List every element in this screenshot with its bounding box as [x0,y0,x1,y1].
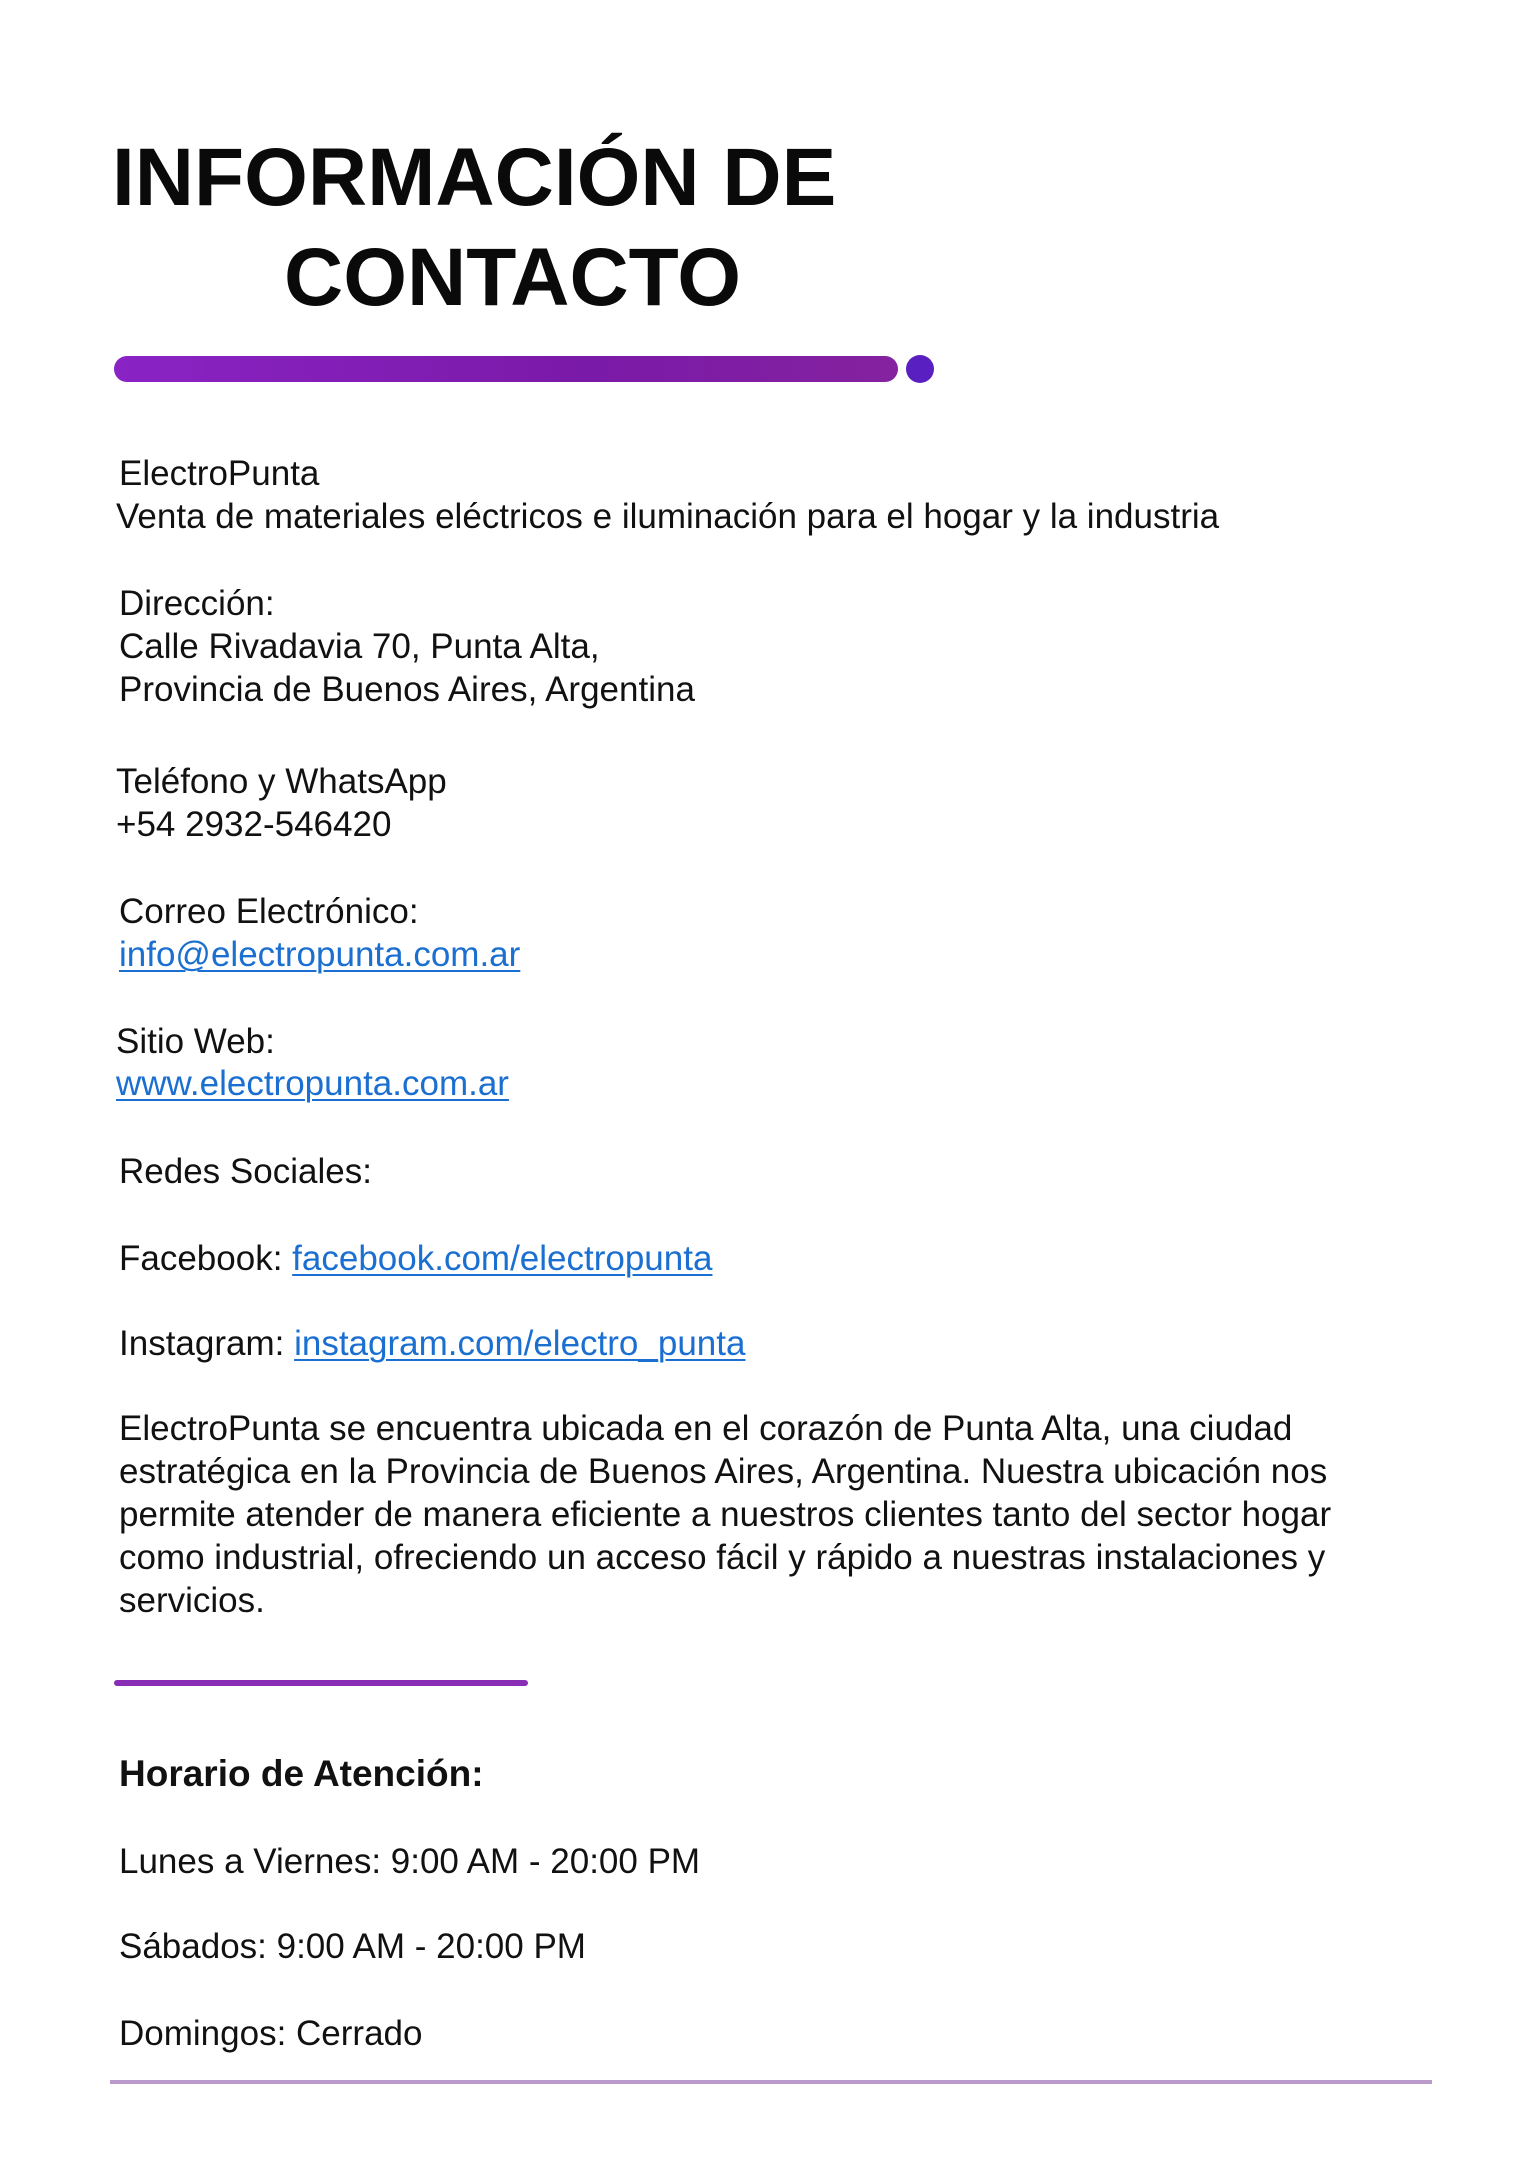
location-description: ElectroPunta se encuentra ubicada en el corazón de Punta Alta, una ciudad estratégica en la Provincia de Buenos Aires, Argentina. Nuestra ubicación nos permite atender de manera eficiente a nuestros clientes tanto del sector hogar como industrial, ofreciendo un acceso fácil y rápido a nuestras instalaciones y servicios. [119,1409,1332,1620]
website-label: Sitio Web: [116,1022,275,1061]
instagram-row [119,1322,745,1365]
social-label: Redes Sociales: [119,1152,372,1191]
phone-value: +54 2932-546420 [116,805,392,844]
email-label: Correo Electrónico: [119,892,419,931]
instagram-label: Instagram: [119,1324,285,1363]
page-title [112,128,892,328]
hours-saturday: Sábados: 9:00 AM - 20:00 PM [119,1927,586,1966]
hours-weekdays: Lunes a Viernes: 9:00 AM - 20:00 PM [119,1842,701,1881]
phone-label: Teléfono y WhatsApp [116,762,447,801]
page-title-line-1: INFORMACIÓN DE [112,132,837,223]
company-name: ElectroPunta [119,454,320,493]
email-link[interactable]: info@electropunta.com.ar [119,935,521,974]
facebook-row [119,1237,712,1280]
website-link[interactable]: www.electropunta.com.ar [116,1064,509,1103]
address-line-2: Provincia de Buenos Aires, Argentina [119,670,695,709]
facebook-link[interactable]: facebook.com/electropunta [292,1239,713,1278]
address-line-1: Calle Rivadavia 70, Punta Alta, [119,627,600,666]
page-title-line-2: CONTACTO [284,232,742,323]
bottom-rule [110,2080,1432,2084]
instagram-link[interactable]: instagram.com/electro_punta [294,1324,746,1363]
title-accent-bar [114,356,898,382]
company-tagline: Venta de materiales eléctricos e iluminación para el hogar y la industria [116,497,1220,536]
address-label: Dirección: [119,584,275,623]
section-divider [114,1680,528,1686]
title-accent-dot [906,355,934,383]
hours-sunday: Domingos: Cerrado [119,2014,423,2053]
facebook-label: Facebook: [119,1239,283,1278]
hours-heading: Horario de Atención: [119,1753,484,1794]
